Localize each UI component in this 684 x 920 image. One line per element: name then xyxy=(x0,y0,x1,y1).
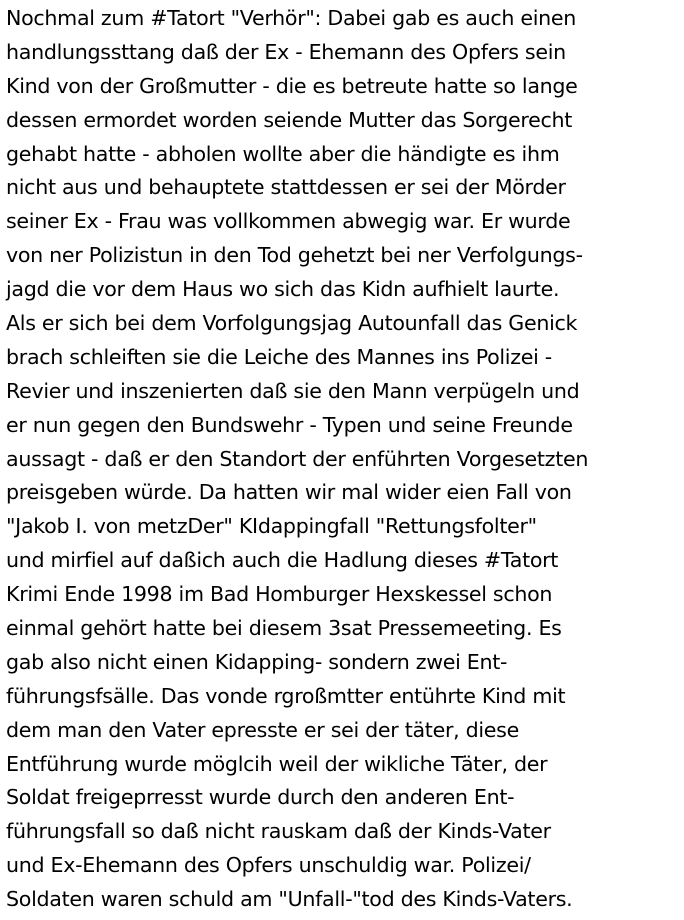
text-line: dessen ermordet worden seiende Mutter das Sorgerecht xyxy=(6,107,573,132)
text-line: gab also nicht einen Kidapping- sondern zwei Ent- xyxy=(6,649,508,674)
text-line: dem man den Vater epresste er sei der täter, diese xyxy=(6,717,519,742)
text-line: Nochmal zum #Tatort "Verhör": Dabei gab es auch einen xyxy=(6,6,577,30)
text-line: führungsfall so daß nicht rauskam daß der Kinds-Vater xyxy=(6,819,551,844)
text-line: er nun gegen den Bundswehr - Typen und seine Freunde xyxy=(6,412,573,437)
text-line: jagd die vor dem Haus wo sich das Kidn aufhielt laurte. xyxy=(6,277,560,302)
text-line: Entführung wurde möglcih weil der wikliche Täter, der xyxy=(6,751,548,776)
text-line: Soldaten waren schuld am "Unfall-"tod des Kinds-Vaters. xyxy=(6,887,573,912)
text-line: von ner Polizistun in den Tod gehetzt bei ner Verfolgungs- xyxy=(6,243,583,268)
text-line: handlungssttang daß der Ex - Ehemann des Opfers sein xyxy=(6,39,566,64)
text-line: gehabt hatte - abholen wollte aber die händigte es ihm xyxy=(6,141,560,166)
text-line: Revier und inszenierten daß sie den Mann verpügeln und xyxy=(6,378,580,403)
text-line: aussagt - daß er den Standort der enführten Vorgesetzten xyxy=(6,446,589,471)
text-line: und mirfiel auf daßich auch die Hadlung dieses #Tatort xyxy=(6,548,559,573)
text-line: "Jakob I. von metzDer" KIdappingfall "Rettungsfolter" xyxy=(6,514,537,539)
text-line: Als er sich bei dem Vorfolgungsjag Autounfall das Genick xyxy=(6,311,578,336)
text-line: Soldat freigeprresst wurde durch den anderen Ent- xyxy=(6,785,515,810)
text-line: Krimi Ende 1998 im Bad Homburger Hexskessel schon xyxy=(6,582,553,607)
document-text xyxy=(6,2,682,917)
text-line: Kind von der Großmutter - die es betreute hatte so lange xyxy=(6,73,578,98)
text-line: brach schleiften sie die Leiche des Mannes ins Polizei - xyxy=(6,344,552,369)
text-line: preisgeben würde. Da hatten wir mal wider eien Fall von xyxy=(6,480,572,505)
text-line: nicht aus und behauptete stattdessen er sei der Mörder xyxy=(6,175,566,200)
text-line: und Ex-Ehemann des Opfers unschuldig war. Polizei/ xyxy=(6,853,531,878)
text-line: seiner Ex - Frau was vollkommen abwegig war. Er wurde xyxy=(6,209,571,234)
text-line: einmal gehört hatte bei diesem 3sat Pressemeeting. Es xyxy=(6,616,562,641)
text-line: führungsfsälle. Das vonde rgroßmtter entührte Kind mit xyxy=(6,683,566,708)
